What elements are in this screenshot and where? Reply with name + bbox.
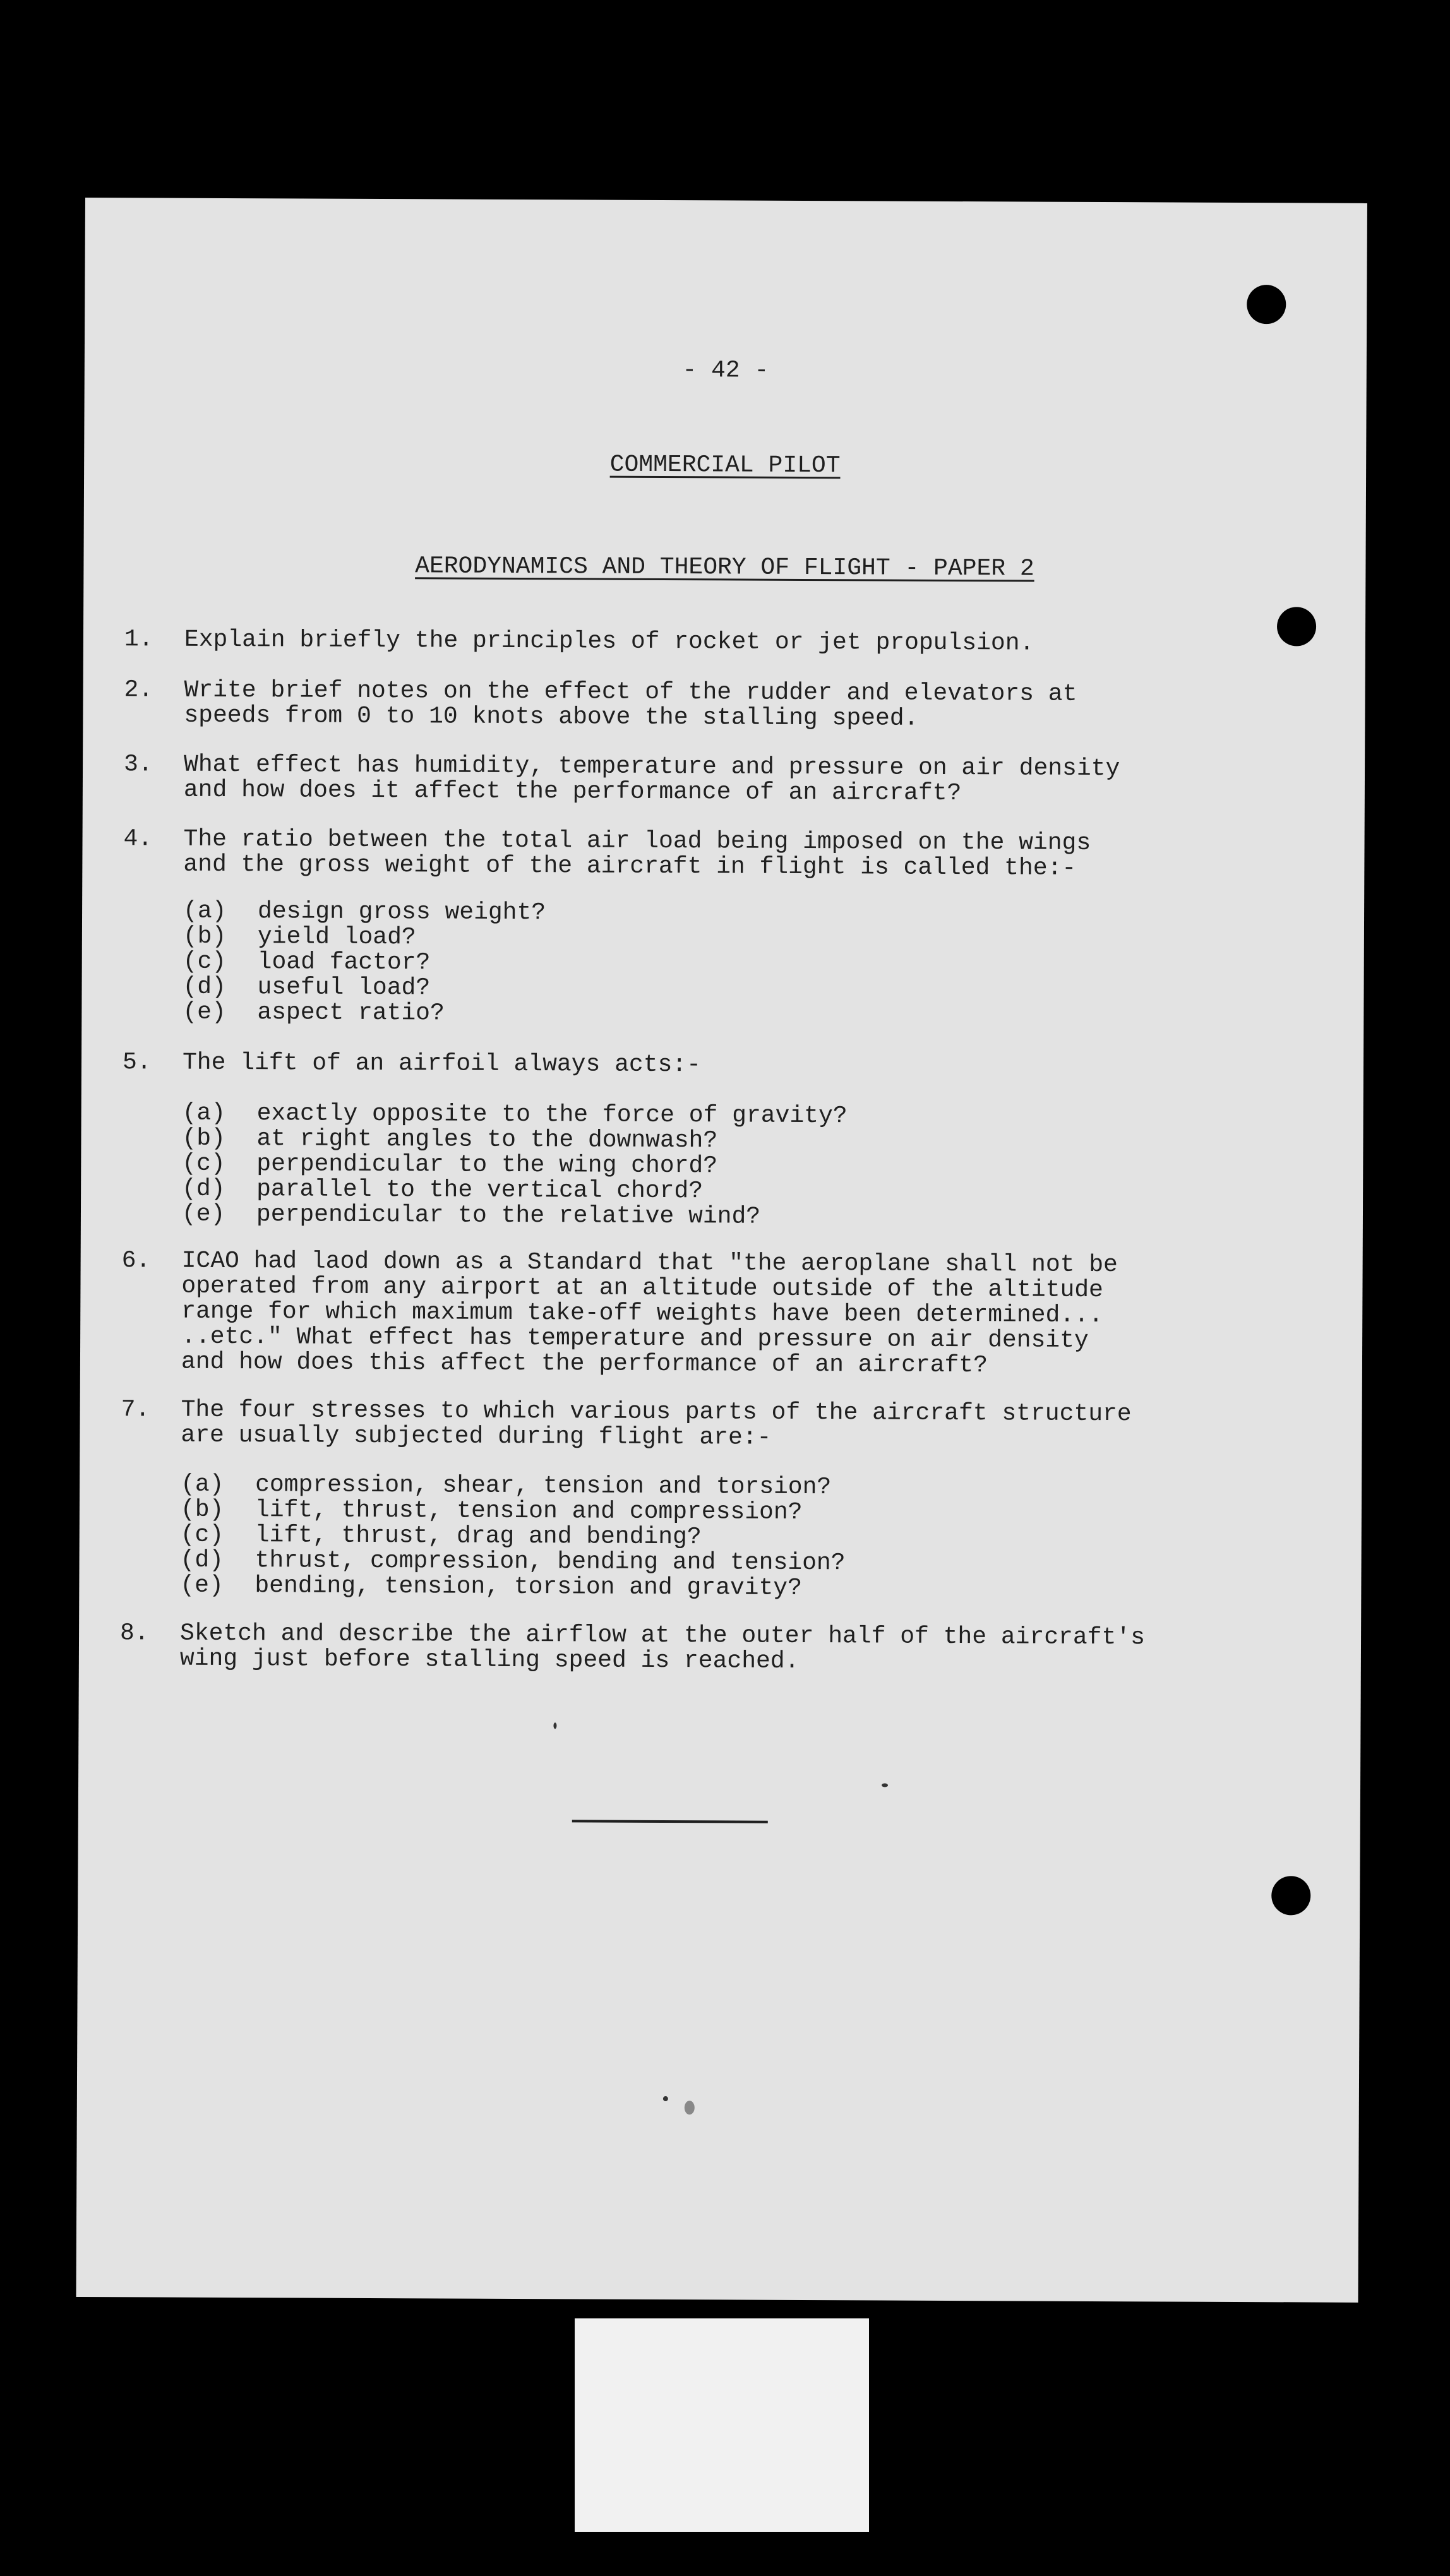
option-label: (b) <box>183 922 227 950</box>
question-6 <box>121 1247 1322 1380</box>
paper-speck <box>663 2096 668 2101</box>
punch-hole-middle <box>1277 607 1316 646</box>
option-text: perpendicular to the relative wind? <box>256 1201 761 1231</box>
option-text: thrust, compression, bending and tension? <box>255 1547 846 1577</box>
option-label: (c) <box>180 1521 224 1549</box>
option-text: compression, shear, tension and torsion? <box>255 1471 832 1501</box>
paper-speck <box>685 2101 695 2114</box>
option-label: (c) <box>182 1150 225 1178</box>
option-label: (e) <box>183 998 226 1026</box>
paper-speck <box>553 1722 556 1729</box>
option-text: bending, tension, torsion and gravity? <box>255 1572 803 1602</box>
option-label: (b) <box>182 1124 226 1152</box>
question-text: The four stresses to which various parts of the aircraft structure are usually subjected during flight are:- <box>181 1396 1132 1452</box>
heading: COMMERCIAL PILOT <box>609 451 841 480</box>
option-text: at right angles to the downwash? <box>256 1125 718 1155</box>
option-text: perpendicular to the wing chord? <box>256 1150 718 1180</box>
question-1 <box>124 626 1324 657</box>
end-rule <box>572 1820 768 1823</box>
option-text: useful load? <box>257 974 431 1002</box>
option-label: (d) <box>180 1546 224 1574</box>
question-number: 2. <box>124 676 153 704</box>
question-number: 7. <box>121 1396 150 1424</box>
question-5 <box>122 1049 1322 1231</box>
document-page <box>76 198 1367 2303</box>
option-list <box>181 1099 848 1231</box>
subheading-wrap <box>83 551 1365 584</box>
question-3 <box>123 751 1324 808</box>
option-label: (b) <box>180 1496 224 1524</box>
question-number: 4. <box>123 825 153 853</box>
question-text: ICAO had laod down as a Standard that "the aeroplane shall not be operated from any airport at an altitude outside of the altitude range for which maximum take-off weights have been determined... ..etc." What effect has temperature and pressure on air density and how does this affect the performance of an aircraft? <box>181 1247 1118 1380</box>
question-number: 8. <box>119 1619 149 1647</box>
question-text: What effect has humidity, temperature and pressure on air density and how does it affect the performance of an aircraft? <box>183 751 1120 808</box>
question-text: Explain briefly the principles of rocket or jet propulsion. <box>184 626 1034 657</box>
question-number: 3. <box>123 751 153 778</box>
option-list <box>180 1470 846 1602</box>
option-label: (c) <box>183 948 227 975</box>
page-number: - 42 - <box>682 357 769 385</box>
option-text: exactly opposite to the force of gravity? <box>256 1100 848 1130</box>
option-text: design gross weight? <box>257 898 546 927</box>
question-text: Write brief notes on the effect of the rudder and elevators at speeds from 0 to 10 knots above the stalling speed. <box>184 676 1077 732</box>
heading-wrap <box>84 449 1366 482</box>
option-label: (a) <box>183 897 227 925</box>
question-4 <box>123 825 1324 1027</box>
question-text: Sketch and describe the airflow at the outer half of the aircraft's wing just before stalling speed is reached. <box>179 1619 1146 1675</box>
film-tab <box>575 2318 869 2532</box>
punch-hole-bottom <box>1271 1876 1310 1915</box>
question-number: 1. <box>124 626 153 653</box>
option-text: yield load? <box>257 923 416 951</box>
question-7 <box>121 1396 1321 1602</box>
option-label: (d) <box>183 973 227 1001</box>
option-text: parallel to the vertical chord? <box>256 1176 704 1205</box>
question-number: 6. <box>121 1247 151 1275</box>
option-label: (e) <box>180 1571 224 1599</box>
option-text: lift, thrust, drag and bending? <box>255 1522 702 1551</box>
subheading: AERODYNAMICS AND THEORY OF FLIGHT - PAPER 2 <box>415 552 1034 583</box>
question-text: The ratio between the total air load being imposed on the wings and the gross weight of the aircraft in flight is called the:- <box>183 825 1091 882</box>
question-8 <box>119 1619 1320 1675</box>
option-text: aspect ratio? <box>257 999 445 1027</box>
option-label: (d) <box>182 1175 225 1203</box>
punch-hole-top <box>1247 285 1286 324</box>
option-text: lift, thrust, tension and compression? <box>255 1496 803 1526</box>
option-label: (a) <box>181 1470 224 1498</box>
paper-speck <box>882 1784 888 1787</box>
option-text: load factor? <box>257 948 431 977</box>
question-number: 5. <box>122 1049 152 1076</box>
option-label: (e) <box>181 1200 225 1228</box>
option-label: (a) <box>182 1099 226 1127</box>
question-text: The lift of an airfoil always acts:- <box>182 1049 702 1079</box>
question-2 <box>124 676 1324 732</box>
